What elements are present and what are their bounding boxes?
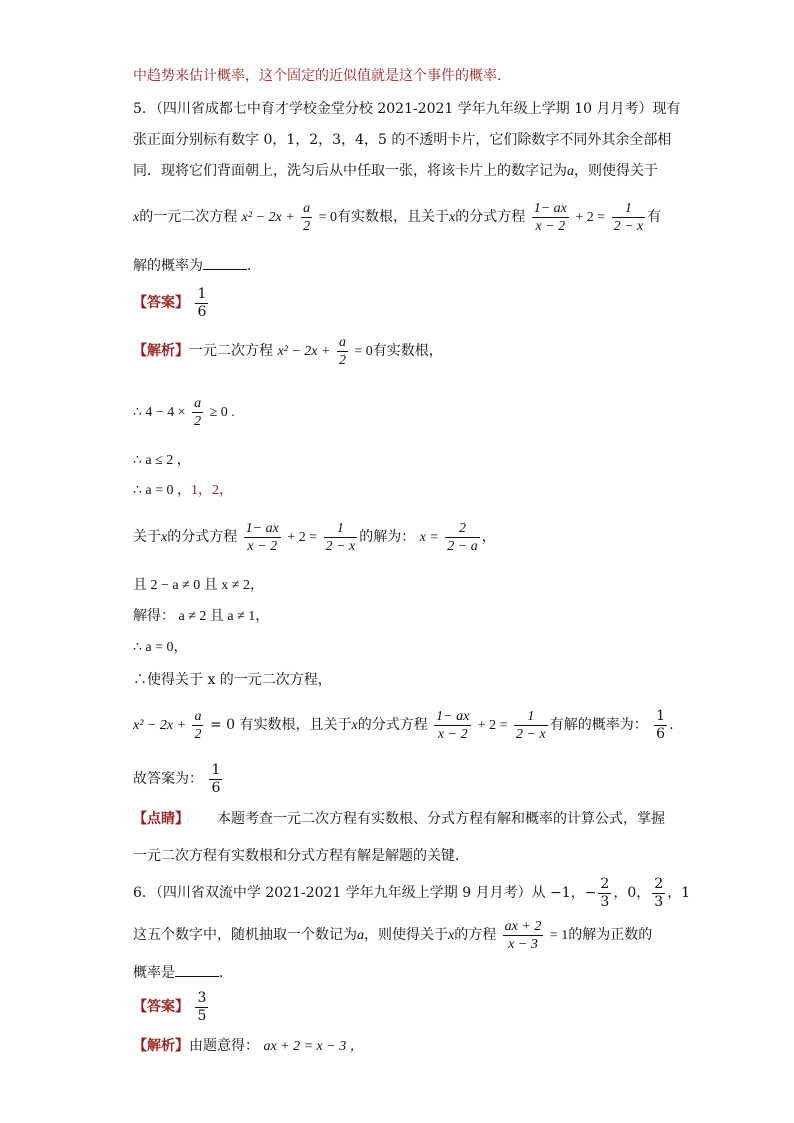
numerator: 1	[197, 285, 207, 302]
answer-fraction	[195, 286, 208, 321]
denominator: 5	[197, 1007, 207, 1024]
var-x: x	[448, 928, 455, 943]
denominator: 6	[197, 303, 207, 320]
equation-end: = 1	[549, 928, 569, 943]
text: 概率是	[133, 965, 175, 981]
numerator: a	[194, 708, 202, 724]
q6-line3	[133, 962, 233, 983]
answer-blank	[203, 255, 247, 270]
text: 有实数根，	[372, 343, 443, 359]
denominator: 2	[303, 218, 311, 234]
intro-line: 中趋势来估计概率，这个固定的近似值就是这个事件的概率．	[133, 68, 511, 84]
text: 一元二次方程	[189, 343, 273, 359]
q6-line2	[133, 916, 652, 955]
fraction	[598, 876, 611, 911]
comment-5-line1	[133, 809, 665, 829]
numerator: a	[338, 334, 346, 350]
numerator: 1	[324, 520, 358, 538]
text: 6．（四川省双流中学 2021-2021 学年九年级上学期 9 月月考）从 −1，−	[133, 885, 597, 901]
q5-line3-text: 同．现将它们背面朝上，洗匀后从中任取一张，将该卡片上的数字记为	[133, 163, 567, 179]
fraction	[532, 200, 569, 235]
numerator: 2	[445, 520, 479, 538]
denominator: 2	[338, 352, 346, 368]
comment-5-line2: 一元二次方程有实数根和分式方程有解是解题的关键．	[133, 848, 469, 864]
equation: x² − 2x +	[133, 718, 187, 733]
equation: x² − 2x +	[241, 210, 295, 225]
text: ，0，	[613, 885, 651, 901]
analysis-5-line5	[133, 518, 496, 557]
var-x: x	[133, 210, 140, 225]
answer-label: 【答案】	[133, 295, 189, 311]
text: .	[669, 717, 674, 733]
analysis-label: 【解析】	[133, 1038, 189, 1054]
fraction	[301, 200, 312, 235]
equation-mid: + 2 =	[575, 210, 606, 225]
denominator: x − 2	[437, 726, 468, 742]
equation: ax + 2 = x − 3 ，	[263, 1039, 364, 1054]
fraction	[324, 520, 358, 555]
denominator: 2 − x	[516, 726, 546, 742]
text: 故答案为：	[133, 771, 203, 787]
denominator: 6	[656, 725, 666, 742]
denominator: 2	[194, 413, 202, 429]
analysis-5-line1	[133, 332, 443, 371]
text: 关于	[133, 529, 161, 545]
answer-label: 【答案】	[133, 999, 189, 1015]
answer-blank	[175, 962, 219, 977]
text: ，	[481, 529, 496, 545]
text: ，则使得关于	[364, 927, 448, 943]
equation-mid: + 2 =	[477, 718, 508, 733]
text: 这五个数字中，随机抽取一个数记为	[133, 927, 357, 943]
analysis-6-line1	[133, 1036, 364, 1057]
var-x: x	[161, 530, 168, 545]
fraction	[337, 334, 348, 369]
fraction	[652, 876, 665, 911]
var-a: a	[357, 928, 364, 943]
text: 的解为：	[359, 529, 416, 545]
answer-5	[133, 284, 210, 322]
text: 本题考查一元二次方程有实数根、分式方程有解和概率的计算公式，掌握	[217, 811, 665, 827]
fraction	[445, 520, 479, 555]
analysis-5-line3: ∴ a ≤ 2 ，	[133, 453, 191, 468]
text: 有解的概率为：	[549, 717, 648, 733]
comment-label: 【点睛】	[133, 811, 189, 827]
numerator: ax + 2	[504, 918, 542, 934]
denominator: x − 3	[508, 936, 538, 952]
q5-line5-end: ．	[247, 258, 261, 274]
equation-end: = 0	[354, 344, 373, 359]
numerator: 3	[197, 989, 207, 1006]
q5-line3	[133, 161, 658, 182]
analysis-label: 【解析】	[133, 343, 189, 359]
q5-line4-c: 有实数根，且关于	[337, 209, 450, 225]
denominator: 2 − x	[325, 538, 356, 554]
denominator: x − 2	[535, 218, 566, 234]
analysis-5-line4	[133, 481, 233, 501]
denominator: x − 2	[247, 538, 278, 554]
numerator: 2	[654, 875, 664, 892]
equation: x =	[419, 530, 439, 545]
text: 的方程	[454, 927, 497, 943]
numerator: 1	[656, 707, 666, 724]
denominator: 2 − a	[447, 538, 478, 554]
var-x: x	[449, 210, 456, 225]
fraction	[434, 708, 471, 743]
analysis-5-line2	[133, 393, 235, 432]
analysis-5-line8: ∴ a = 0，	[133, 640, 188, 655]
text: ．	[219, 965, 233, 981]
equation-mid: + 2 =	[287, 530, 318, 545]
highlight-values: 1，2，	[191, 483, 234, 498]
result-fraction	[654, 708, 667, 743]
numerator: 1	[612, 200, 646, 218]
numerator: 1− ax	[436, 708, 470, 724]
analysis-5-line11	[133, 760, 224, 798]
q5-line3-end: ，则使得关于	[574, 163, 658, 179]
equation: ∴ 4 − 4 ×	[133, 405, 186, 420]
q5-line5-text: 解的概率为	[133, 258, 203, 274]
equation: x² − 2x +	[277, 344, 331, 359]
text: 的分式方程	[357, 717, 428, 733]
numerator: a	[303, 200, 311, 216]
denominator: 3	[654, 893, 664, 910]
text: 由题意得：	[189, 1038, 259, 1054]
q5-line4-b: 的一元二次方程	[139, 209, 238, 225]
text: ，1	[667, 885, 691, 901]
fraction	[192, 708, 203, 743]
text: ∴ a = 0 ，	[133, 483, 192, 498]
analysis-5-line10	[133, 706, 674, 745]
fraction	[503, 918, 544, 953]
text: = 0 有实数根，且关于	[209, 717, 352, 733]
denominator: 3	[600, 893, 610, 910]
q5-line5	[133, 255, 261, 276]
denominator: 6	[211, 779, 221, 796]
fraction	[244, 520, 281, 555]
analysis-5-line7: 解得： a ≠ 2 且 a ≠ 1，	[133, 609, 270, 624]
fraction	[514, 708, 548, 743]
answer-fraction	[195, 990, 208, 1025]
text: 的分式方程	[167, 529, 238, 545]
denominator: 2 − x	[613, 218, 644, 234]
fraction	[192, 395, 203, 430]
q6-line1	[133, 874, 690, 912]
q5-line4-end: 有	[647, 209, 662, 225]
numerator: a	[194, 395, 202, 411]
text: 的解为正数的	[568, 927, 653, 943]
numerator: 1− ax	[245, 520, 279, 536]
equation-end: = 0	[318, 210, 338, 225]
numerator: 1− ax	[533, 200, 567, 216]
denominator: 2	[194, 726, 202, 742]
numerator: 2	[600, 875, 610, 892]
answer-6	[133, 988, 210, 1026]
result-fraction	[209, 762, 222, 797]
var-x: x	[351, 718, 358, 733]
q5-line4	[133, 198, 661, 237]
analysis-5-line9: ∴使得关于 x 的一元二次方程，	[133, 672, 332, 688]
analysis-5-line6: 且 2 − a ≠ 0 且 x ≠ 2，	[133, 578, 264, 593]
equation-end: ≥ 0 .	[209, 405, 235, 420]
numerator: 1	[514, 708, 548, 726]
var-a: a	[567, 164, 574, 179]
q5-line4-e: 的分式方程	[455, 209, 526, 225]
numerator: 1	[211, 761, 221, 778]
fraction	[612, 200, 646, 235]
q5-line2: 张正面分别标有数字 0，1，2，3，4，5 的不透明卡片，它们除数字不同外其余全部相	[133, 132, 672, 148]
q5-line1: 5．（四川省成都七中育才学校金堂分校 2021-2021 学年九年级上学期 10 月月考）现有	[133, 101, 681, 117]
